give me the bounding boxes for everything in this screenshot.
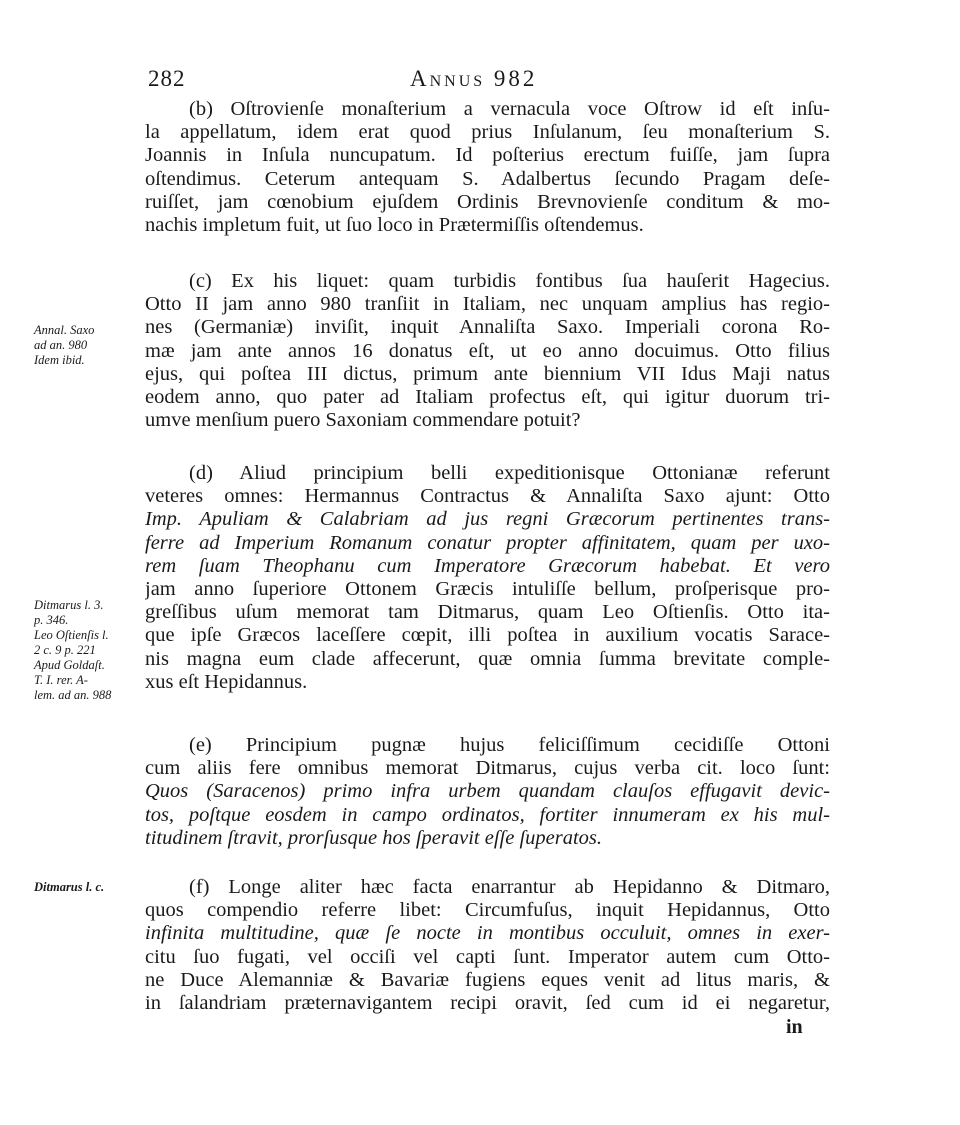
text-line: veteres omnes: Hermannus Contractus & Annaliſta Saxo ajunt: Otto: [145, 485, 830, 508]
text-line: xus eſt Hepidannus.: [145, 670, 308, 693]
text-line: la appellatum, idem erat quod prius Inſulanum, ſeu monaſterium S.: [145, 121, 830, 144]
text-line: tos, poſtque eosdem in campo ordinatos, fortiter innumeram ex his mul-: [145, 803, 830, 826]
text-line: Otto II jam anno 980 tranſiit in Italiam, nec unquam amplius has regio-: [145, 293, 830, 316]
text-line: Quos (Saracenos) primo infra urbem quandam clauſos effugavit devic-: [145, 780, 830, 803]
text-line: mæ jam ante annos 16 donatus eſt, ut eo anno docuimus. Otto filius: [145, 339, 830, 362]
text-line: cum aliis fere omnibus memorat Ditmarus, cujus verba cit. loco ſunt:: [145, 757, 830, 780]
text-line: ne Duce Alemanniæ & Bavariæ fugiens eques venit ad litus maris, &: [145, 968, 830, 991]
text-line: que ipſe Græcos laceſſere cœpit, illi poſtea in auxilium vocatis Sarace-: [145, 624, 830, 647]
text-line: umve menſium puero Saxoniam commendare potuit?: [145, 409, 581, 432]
margin-note-line: Ditmarus l. 3.: [34, 598, 104, 612]
text-line: Imp. Apuliam & Calabriam ad jus regni Græcorum pertinentes trans-: [145, 508, 830, 531]
text-line: eodem anno, quo pater ad Italiam profectus eſt, qui igitur duorum tri-: [145, 386, 830, 409]
text-line: ruiſſet, jam cœnobium ejuſdem Ordinis Brevnovienſe conditum & mo-: [145, 190, 830, 213]
text-line: citu ſuo fugati, vel occiſi vel capti ſunt. Imperator autem cum Otto-: [145, 945, 830, 968]
text-line: titudinem ſtravit, prorſusque hos ſperavit eſſe ſuperatos.: [145, 826, 603, 849]
margin-note-line: Annal. Saxo: [34, 323, 95, 337]
text-line: (c) Ex his liquet: quam turbidis fontibus ſua hauſerit Hagecius.: [189, 270, 830, 292]
text-line: oſtendimus. Ceterum antequam S. Adalbertus ſecundo Pragam deſe-: [145, 167, 830, 190]
text-line: nis magna eum clade affecerunt, quæ omnia ſumma brevitate comple-: [145, 647, 830, 670]
margin-note-line: lem. ad an. 988: [34, 688, 112, 702]
text-line: infinita multitudine, quæ ſe nocte in montibus occuluit, omnes in exer-: [145, 922, 830, 945]
text-line: (d) Aliud principium belli expeditionisque Ottonianæ referunt: [189, 462, 830, 484]
text-line: (f) Longe aliter hæc facta enarrantur ab Hepidanno & Ditmaro,: [189, 876, 830, 898]
text-line: Joannis in Inſula nuncupatum. Id poſterius erectum fuiſſe, jam ſupra: [145, 144, 830, 167]
margin-note-line: p. 346.: [34, 613, 69, 627]
text-line: rem ſuam Theophanu cum Imperatore Græcorum habebat. Et vero: [145, 554, 830, 577]
margin-note-line: ad an. 980: [34, 338, 88, 352]
margin-note-line: Apud Goldaſt.: [34, 658, 105, 672]
text-line: greſſibus uſum memorat tam Ditmarus, quam Leo Oſtienſis. Otto ita-: [145, 601, 830, 624]
footnote-c: [145, 270, 830, 432]
text-line: nachis impletum fuit, ut ſuo loco in Prætermiſſis oſtendemus.: [145, 214, 644, 237]
footnote-e: [145, 734, 830, 850]
text-line: nes (Germaniæ) inviſit, inquit Annaliſta Saxo. Imperiali corona Ro-: [145, 316, 830, 339]
running-head: Annus 982: [410, 66, 538, 91]
margin-note-line: 2 c. 9 p. 221: [34, 643, 96, 657]
margin-note-line: Idem ibid.: [34, 353, 85, 367]
text-line: ejus, qui poſtea III dictus, primum ante biennium VII Idus Maji natus: [145, 362, 830, 385]
page-number: 282: [148, 66, 186, 91]
text-line: jam anno ſuperiore Ottonem Græcis intuliſſe bellum, proſperisque pro-: [145, 578, 830, 601]
margin-note-line: Leo Oſtienſis l.: [34, 628, 109, 642]
text-line: ferre ad Imperium Romanum conatur propter affinitatem, quam per uxo-: [145, 531, 830, 554]
text-line: (e) Principium pugnæ hujus feliciſſimum cecidiſſe Ottoni: [189, 734, 830, 756]
footnote-b: [145, 98, 830, 237]
text-line: in ſalandriam præternavigantem recipi oravit, ſed cum id ei negaretur,: [145, 992, 830, 1015]
margin-note-f: [34, 880, 152, 895]
footnote-f: [145, 876, 830, 1015]
margin-note-line: Ditmarus l. c.: [34, 880, 105, 894]
margin-note-line: T. I. rer. A-: [34, 673, 88, 687]
text-line: quos compendio referre libet: Circumfuſus, inquit Hepidannus, Otto: [145, 899, 830, 922]
footnote-d: [145, 462, 830, 694]
margin-note-d: [34, 598, 152, 703]
catchword: in: [786, 1016, 803, 1038]
text-line: (b) Oſtrovienſe monaſterium a vernacula voce Oſtrow id eſt inſu-: [189, 98, 830, 120]
margin-note-c: [34, 323, 152, 368]
